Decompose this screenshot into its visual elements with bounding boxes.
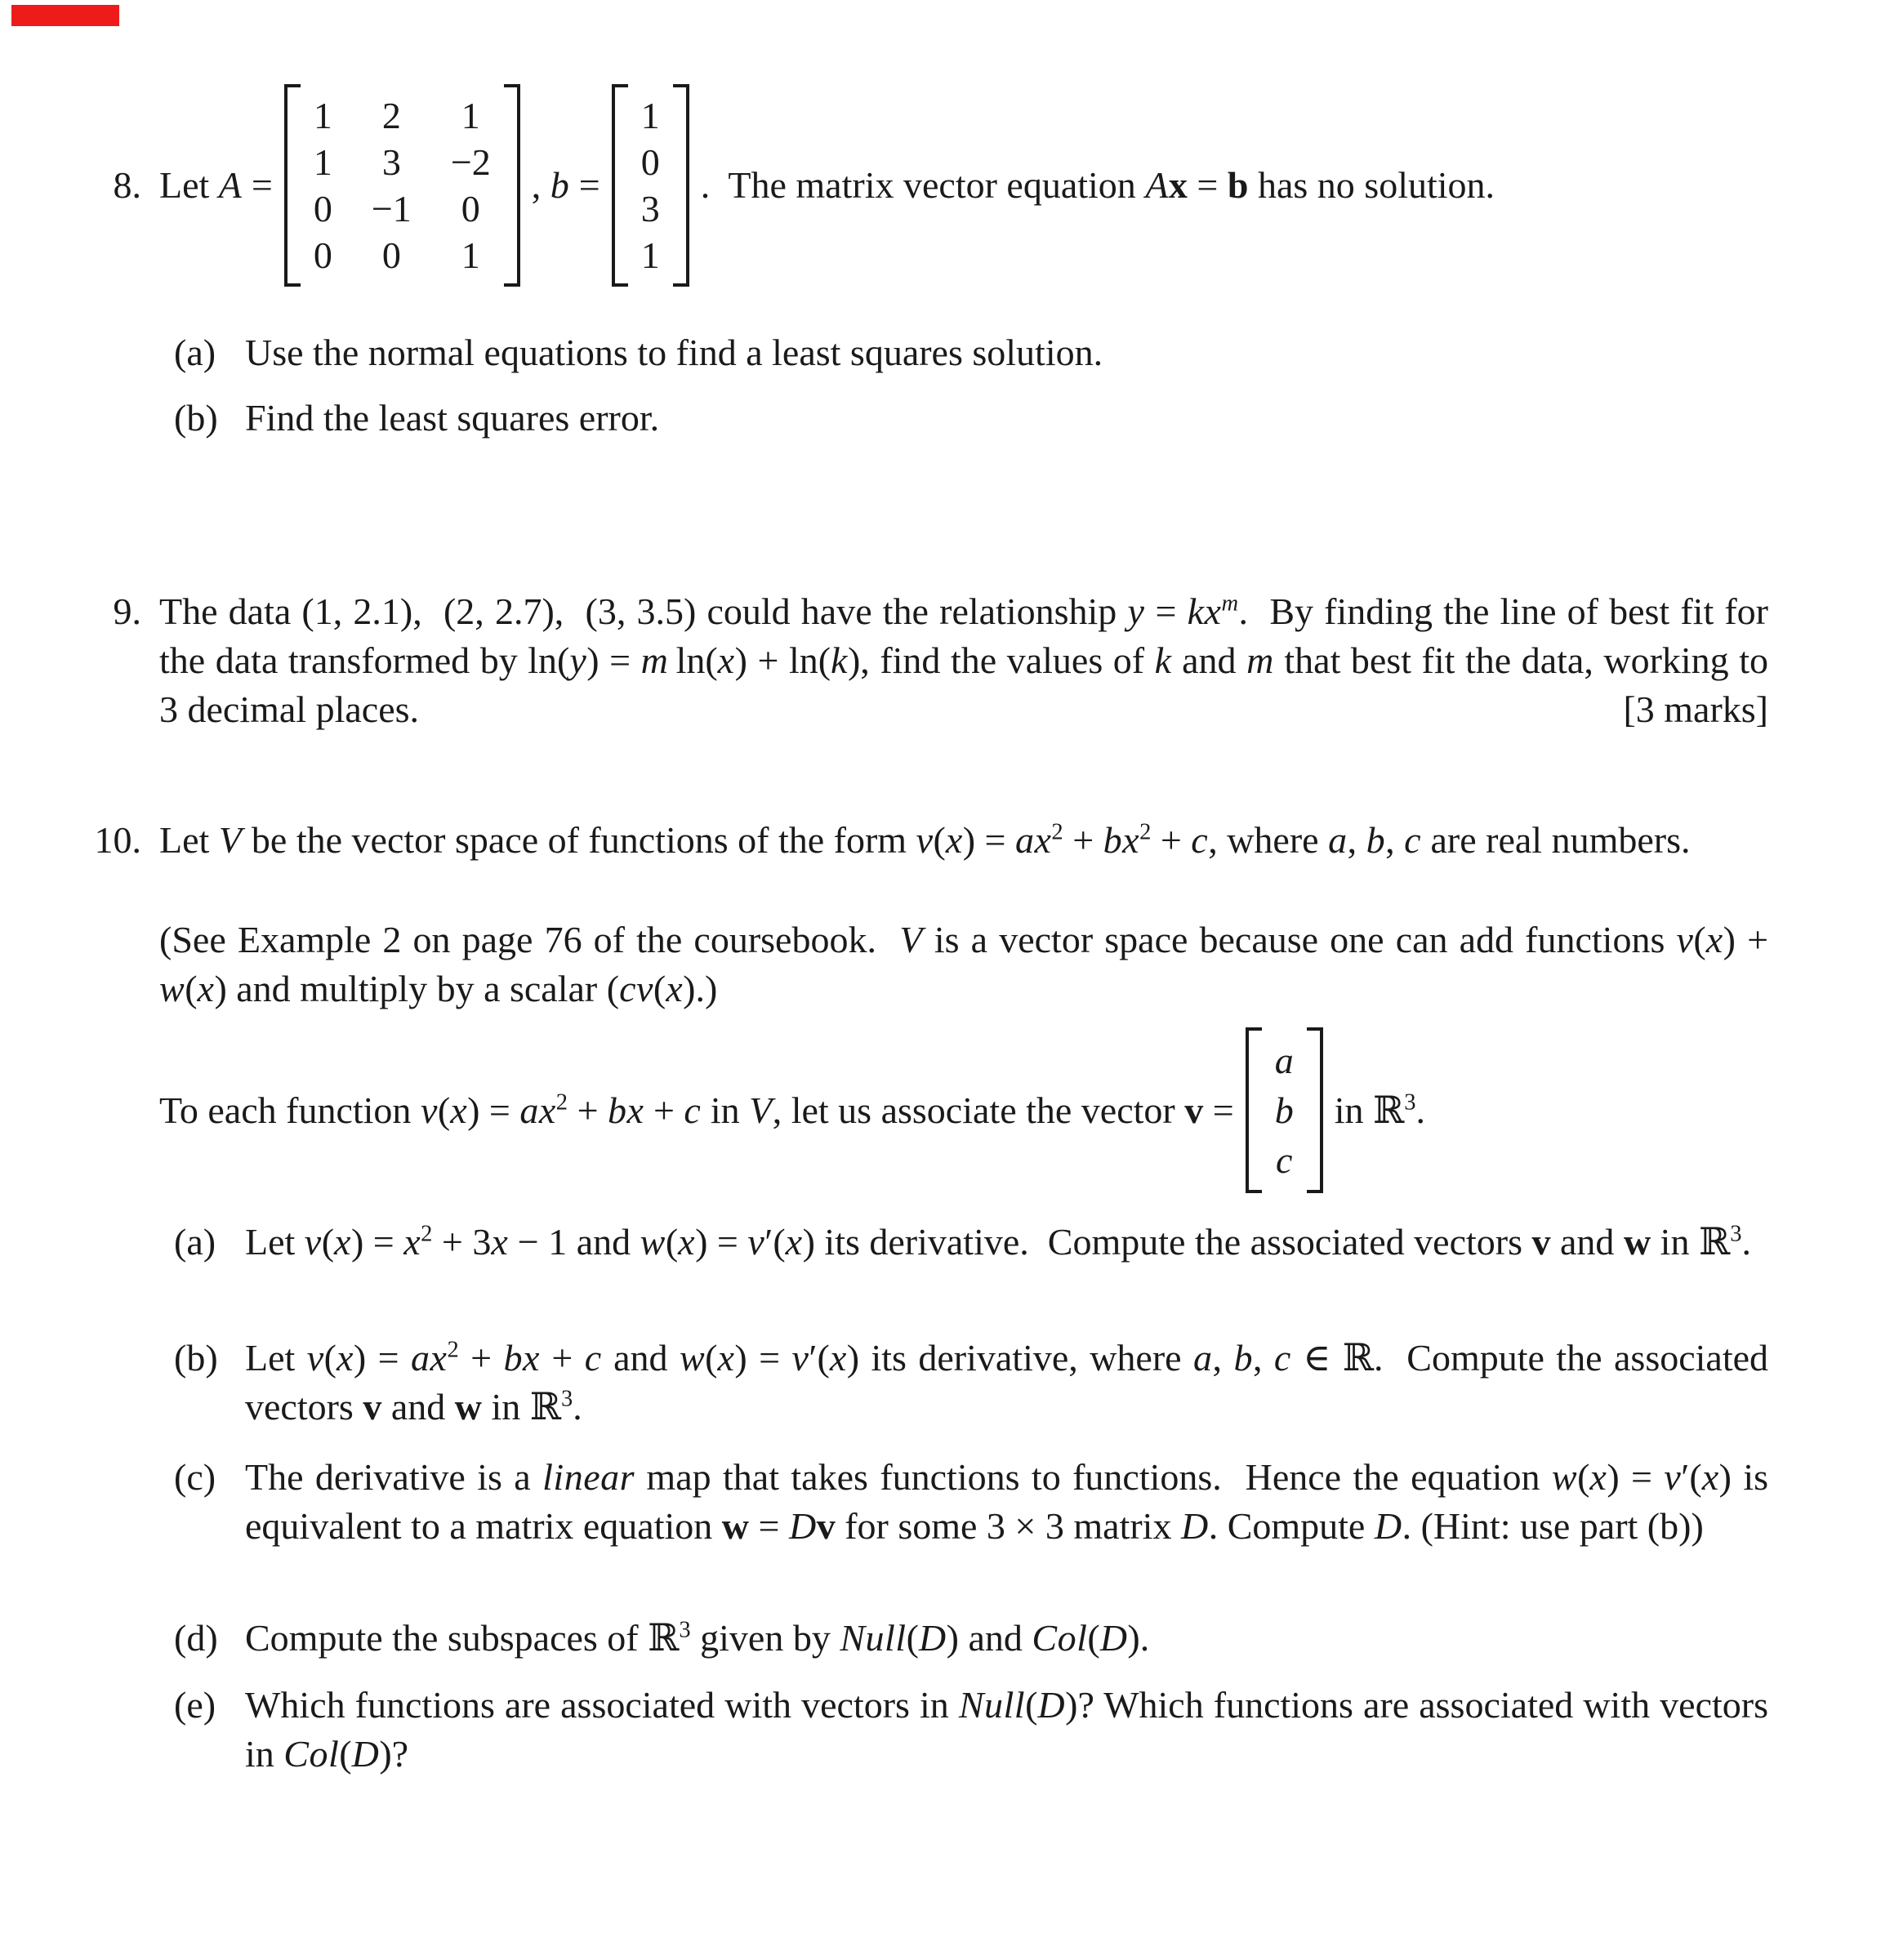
- problem-8-part-b: [174, 394, 1768, 443]
- problem-8-tail-text: . The matrix vector equation Ax = b has no solution.: [700, 164, 1495, 206]
- problem-9-number: 9.: [113, 590, 141, 632]
- vector-abc-cells: [1262, 1027, 1307, 1193]
- problem-8-part-a: [174, 328, 1768, 377]
- part-label: (e): [174, 1684, 216, 1726]
- problem-8-statement: [96, 84, 1495, 287]
- part-text: Let $v(x) = ax^2$ + bx + c and w(x) = v′(x) its derivative, where a, b, c ∈ ℝ. Compute the associated vectors v and w in ℝ$^3$.: [245, 1337, 1769, 1428]
- vector-abc: [1246, 1027, 1323, 1193]
- vector-abc-left-bracket: [1246, 1027, 1262, 1193]
- problem-10-note-text: (See Example 2 on page 76 of the coursebook. V is a vector space because one can add functions v(x) + w(x) and multiply by a scalar (cv(x).): [159, 919, 1769, 1009]
- part-label: (a): [174, 332, 216, 373]
- problem-10-part-e: [174, 1681, 1768, 1779]
- problem-10-note: [159, 915, 1768, 1013]
- vector-b-cell: 3: [640, 187, 660, 229]
- matrix-A-cell: 0: [461, 187, 480, 229]
- part-label: (b): [174, 1337, 218, 1379]
- redaction-box: [11, 5, 119, 26]
- part-text: Which functions are associated with vectors in Null(D)? Which functions are associated with vectors in Col(D)?: [245, 1684, 1768, 1775]
- matrix-A-cell: 1: [313, 94, 332, 136]
- matrix-A-cells: [301, 84, 504, 287]
- part-label: (a): [174, 1221, 216, 1263]
- matrix-A-cell: −1: [371, 187, 412, 229]
- problem-10: [94, 816, 1768, 865]
- part-text: Use the normal equations to find a least squares solution.: [245, 332, 1103, 373]
- vector-abc-cell: a: [1274, 1039, 1294, 1081]
- vector-b-cell: 1: [640, 234, 660, 276]
- matrix-A-right-bracket: [504, 84, 520, 287]
- problem-10-text: Let V be the vector space of functions of the form $v(x) = ax^2 + bx^2 + c$, where a, b, c are real numbers.: [159, 819, 1691, 861]
- vector-b-cells: [628, 84, 673, 287]
- association-tail-text: in ℝ$^3$.: [1334, 1089, 1425, 1131]
- vector-b-right-bracket: [673, 84, 689, 287]
- matrix-A-cell: 1: [313, 140, 332, 183]
- marks-badge: [3 marks]: [1623, 688, 1768, 730]
- vector-b-left-bracket: [612, 84, 628, 287]
- part-text: Let $v(x) = x^2 + 3x - 1$ and w(x) = v′(x) its derivative. Compute the associated vectors v and w in ℝ$^3$.: [245, 1221, 1751, 1263]
- problem-8-mid-text: , b =: [531, 164, 600, 206]
- part-label: (c): [174, 1456, 216, 1498]
- problem-10-part-d: [174, 1614, 1768, 1663]
- matrix-A-left-bracket: [284, 84, 301, 287]
- part-text: The derivative is a linear map that takes functions to functions. Hence the equation w(x) = v′(x) is equivalent to a matrix equation w = Dv for some 3 × 3 matrix D. Compute D. (Hint: use part (b)): [245, 1456, 1769, 1547]
- vector-abc-cell: b: [1274, 1089, 1294, 1131]
- part-label: (b): [174, 397, 218, 439]
- problem-8-number: 8.: [113, 164, 141, 206]
- part-text: Compute the subspaces of ℝ$^3$ given by Null(D) and Col(D).: [245, 1617, 1150, 1659]
- matrix-A-cell: 0: [313, 187, 332, 229]
- problem-10-part-a: [174, 1218, 1768, 1267]
- part-label: (d): [174, 1617, 218, 1659]
- problem-10-association-line: [159, 1027, 1425, 1193]
- problem-10-part-b: [174, 1334, 1769, 1432]
- matrix-A-cell: 0: [313, 234, 332, 276]
- problem-10-part-c: [174, 1453, 1769, 1551]
- matrix-A-cell: −2: [450, 140, 491, 183]
- matrix-A-cell: 0: [381, 234, 401, 276]
- vector-b: [612, 84, 689, 287]
- problem-9-text: The data (1, 2.1), (2, 2.7), (3, 3.5) could have the relationship $y = kx^m$. By finding the line of best fit for the data transformed by ln(y) = m ln(x) + ln(k), find the values of k and m that best fit the data, working to 3 decimal places.: [159, 590, 1769, 730]
- matrix-A-cell: 3: [381, 140, 401, 183]
- problem-9: [113, 587, 1769, 734]
- vector-b-cell: 1: [640, 94, 660, 136]
- matrix-A-cell: 1: [461, 234, 480, 276]
- part-text: Find the least squares error.: [245, 397, 660, 439]
- vector-abc-right-bracket: [1307, 1027, 1323, 1193]
- matrix-A: [284, 84, 520, 287]
- vector-b-cell: 0: [640, 140, 660, 183]
- matrix-A-cell: 1: [461, 94, 480, 136]
- association-lead-text: To each function $v(x) = ax^2$ + bx + c in V, let us associate the vector v =: [159, 1089, 1234, 1131]
- vector-abc-cell: c: [1275, 1138, 1293, 1181]
- matrix-A-cell: 2: [381, 94, 401, 136]
- problem-8-lead-text: Let A =: [159, 164, 273, 206]
- problem-10-number: 10.: [94, 819, 141, 861]
